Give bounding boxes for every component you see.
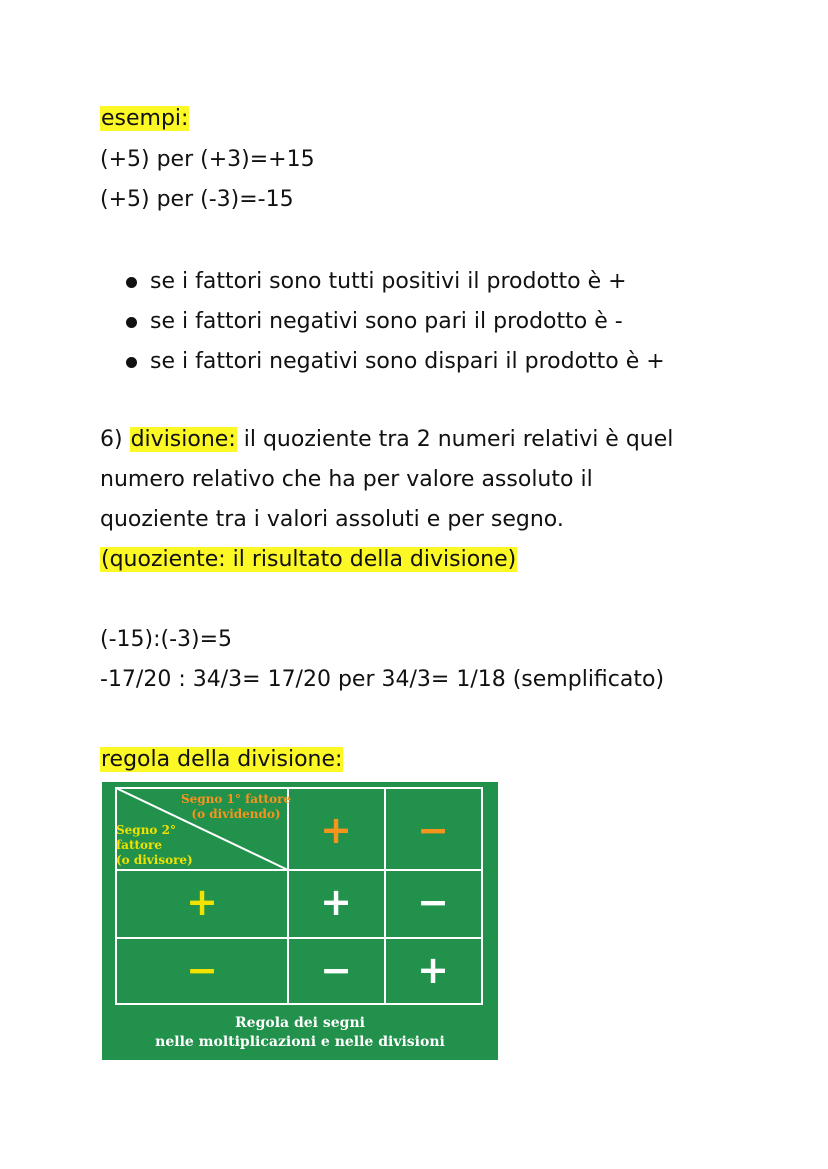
col-sign-plus: + xyxy=(320,808,352,852)
second-factor-header: Segno 2° fattore (o divisore) xyxy=(116,823,193,867)
division-term: divisione: xyxy=(130,427,236,452)
sign-rule-table xyxy=(102,782,498,1060)
division-note: (quoziente: il risultato della divisione) xyxy=(101,547,517,572)
table-caption: Regola dei segni nelle moltiplicazioni e nelle divisioni xyxy=(155,1015,445,1050)
example-line: (+5) per (+3)=+15 xyxy=(100,147,315,172)
result-sign: − xyxy=(417,880,449,924)
first-factor-header: Segno 1° fattore (o dividendo) xyxy=(180,792,292,821)
row-sign-minus: − xyxy=(186,948,218,992)
row-sign-plus: + xyxy=(186,880,218,924)
rules-list xyxy=(126,262,665,382)
rule-heading: regola della divisione: xyxy=(101,747,343,772)
examples-heading: esempi: xyxy=(101,106,189,131)
division-definition-line: quoziente tra i valori assoluti e per segno. xyxy=(100,507,564,532)
list-item: se i fattori negativi sono pari il prodotto è - xyxy=(126,302,665,342)
division-example: (-15):(-3)=5 xyxy=(100,627,233,652)
result-sign: + xyxy=(320,880,352,924)
result-sign: + xyxy=(417,948,449,992)
example-line: (+5) per (-3)=-15 xyxy=(100,187,294,212)
result-sign: − xyxy=(320,948,352,992)
list-item: se i fattori negativi sono dispari il prodotto è + xyxy=(126,342,665,382)
col-sign-minus: − xyxy=(417,808,449,852)
division-definition-line: numero relativo che ha per valore assoluto il xyxy=(100,467,593,492)
division-definition: 6) divisione: il quoziente tra 2 numeri relativi è quel xyxy=(100,427,674,452)
list-item: se i fattori sono tutti positivi il prodotto è + xyxy=(126,262,665,302)
division-example: -17/20 : 34/3= 17/20 per 34/3= 1/18 (semplificato) xyxy=(100,667,665,692)
